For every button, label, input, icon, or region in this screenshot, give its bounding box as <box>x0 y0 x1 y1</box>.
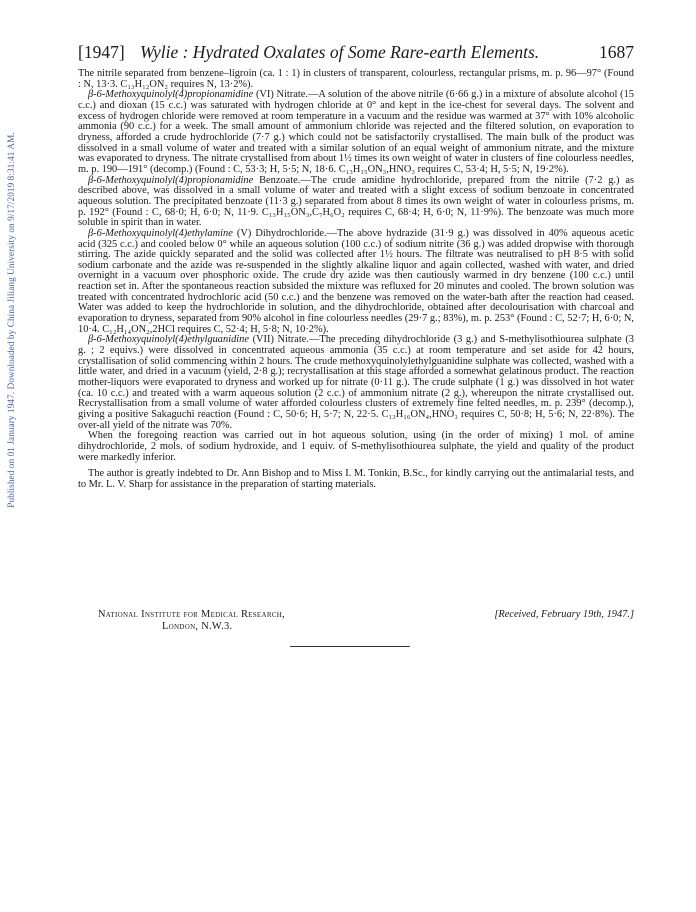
paragraph-text: —The above hydrazide (31·9 g.) was dissolved in 40% aqueous acetic acid (325 c.c.) and cooled below 0° while an aqueous solution (100 c.c.) of sodium nitrite (36 g.) was added dropwise with thorough stirring. The azide quickly separated and the solid was collected after 1½ hours. The filtrate was neutralised to pH 8·5 with solid sodium carbonate and the azide was re-suspended in the slightly alkaline liquor and again collected, washed with water, and dried overnight in a vacuum over phosphoric oxide. The crude dry azide was then cautiously warmed in dry benzene (100 c.c.) until reaction set in. After the spontaneous reaction subsided the mixture was refluxed for 20 minutes and cooled. The brown solution was treated with concentrated hydrochloric acid (50 c.c.) and the benzene was removed on the water-bath after the reaction had ceased. Water was added to keep the hydrochloride in solution, and the dihydrochloride, obtained after decolourisation with charcoal and evaporation to dryness, separated from 90% alcohol in fine colourless needles (29·7 g.; 83%), m. p. 253° (Found : C, 52·7; H, 6·0; N, 10·4. C₁₂H₁₄ON₂,2HCl requires C, 52·4; H, 5·8; N, 10·2%). <box>78 227 634 335</box>
page-number: 1687 <box>599 42 634 62</box>
compound-heading: β-6-Methoxyquinolyl(4)ethylamine <box>88 227 233 239</box>
paragraph-text: —A solution of the above nitrile (6·66 g.) in a mixture of absolute alcohol (15 c.c.) and dioxan (15 c.c.) was saturated with hydrogen chloride at 0° and kept in the ice-chest for several days. The solvent and excess of hydrogen chloride were removed at room temperature in a vacuum and the residue was warmed at 37° with 10% alcoholic ammonia (90 c.c.) for a week. The small amount of ammonium chloride was rejected and the filtered solution, on evaporation to dryness, afforded a crude hydrochloride (7·7 g.) which could not be satisfactorily crystallised. The main bulk of the product was dissolved in a small volume of water and treated with a similar solution of an equal weight of ammonium nitrate, and the mixture was evaporated to dryness. The nitrate crystallised from about 1½ times its own weight of water in clusters of fine colourless needles, m. p. 190—191° (decomp.) (Found : C, 53·3; H, 5·5; N, 18·6. C₁₃H₁₅ON₃,HNO₃ requires C, 53·4; H, 5·5; N, 19·2%). <box>78 89 634 175</box>
article-body <box>78 69 634 491</box>
paragraph <box>78 431 634 463</box>
paragraph <box>78 229 634 336</box>
institute-city: London, N.W.3. <box>162 621 233 632</box>
compound-heading-suffix: Benzoate. <box>259 174 301 186</box>
paragraph <box>78 69 634 90</box>
header-title: Wylie : Hydrated Oxalates of Some Rare-earth Elements. <box>140 42 540 62</box>
paragraph <box>78 90 634 175</box>
paragraph <box>78 335 634 431</box>
institute-name: National Institute for Medical Research, <box>98 609 286 620</box>
paragraph-text: —The crude amidine hydrochloride, prepared from the nitrile (7·2 g.) as described above, was dissolved in a small volume of water and treated with a slight excess of sodium benzoate in concentrated aqueous solution. The precipitated benzoate (11·3 g.) separated from about 8 times its own weight of water in colourless prisms, m. p. 192° (Found : C, 68·0; H, 6·0; N, 11·9. C₁₃H₁₅ON₃,C₇H₆O₂ requires C, 68·4; H, 6·0; N, 11·9%). The benzoate was much more soluble in spirit than in water. <box>78 174 634 229</box>
watermark-text: Published on 01 January 1947. Downloaded by China Jiliang University on 9/17/2019 8:31:41 AM. <box>6 132 16 508</box>
compound-heading: β-6-Methoxyquinolyl(4)propionamidine <box>88 89 254 101</box>
paragraph-text: The nitrile separated from benzene–ligroin (ca. 1 : 1) in clusters of transparent, colourless, rectangular prisms, m. p. 96—97° (Found : N, 13·3. C₁₃H₁₂ON₂ requires N, 13·2%). <box>78 68 634 90</box>
acknowledgement-text: The author is greatly indebted to Dr. Ann Bishop and to Miss I. M. Tonkin, B.Sc., for kindly carrying out the antimalarial tests, and to Mr. L. V. Sharp for assistance in the preparation of starting materials. <box>78 468 634 490</box>
compound-heading-suffix: (VI) Nitrate. <box>255 89 308 101</box>
paragraph-text: When the foregoing reaction was carried out in hot aqueous solution, using (in the order of mixing) 1 mol. of amine dihydrochloride, 2 mols. of sodium hydroxide, and 1 equiv. of S-methylisothiourea sulphate, the yield and quality of the product were markedly inferior. <box>78 430 634 463</box>
compound-heading-suffix: (VII) Nitrate. <box>252 334 309 346</box>
download-watermark <box>0 40 22 600</box>
compound-heading-suffix: (V) Dihydrochloride. <box>236 227 327 239</box>
compound-heading: β-6-Methoxyquinolyl(4)propionamidine <box>88 174 254 186</box>
paragraph-text: —The preceding dihydrochloride (3 g.) and S-methylisothiourea sulphate (3 g. ; 2 equivs.) were dissolved in concentrated aqueous ammonia (35 c.c.) at room temperature and set aside for 42 hours, crystallisation of solid commencing within 2 hours. The crude methoxyquinolylethylguanidine sulphate was collected, washed with a little water, and dried in a vacuum (yield, 2·8 g.); recrystallisation at this stage afforded a somewhat gelatinous product. The reaction mother-liquors were evaporated to dryness and worked up for nitrate (0·11 g.). The crude sulphate (1 g.) was dissolved in hot water (ca. 10 c.c.) and treated with a warm aqueous solution (2 c.c.) of ammonium nitrate (2 g.), whereupon the nitrate crystallised out. Recrystallisation from a small volume of water afforded colourless clusters of extremely fine felted needles, m. p. 239° (decomp.), giving a positive Sakaguchi reaction (Found : C, 50·6; H, 5·7; N, 22·5. C₁₃H₁₆ON₄,HNO₃ requires C, 50·8; H, 5·6; N, 22·8%). The over-all yield of the nitrate was 70%. <box>78 334 634 431</box>
acknowledgement <box>78 469 634 490</box>
received-date: [Received, February 19th, 1947.] <box>494 609 634 620</box>
header-year: [1947] <box>78 42 125 62</box>
paragraph <box>78 176 634 229</box>
running-header <box>78 42 634 62</box>
end-rule <box>290 646 410 647</box>
compound-heading: β-6-Methoxyquinolyl(4)ethylguanidine <box>88 334 249 346</box>
